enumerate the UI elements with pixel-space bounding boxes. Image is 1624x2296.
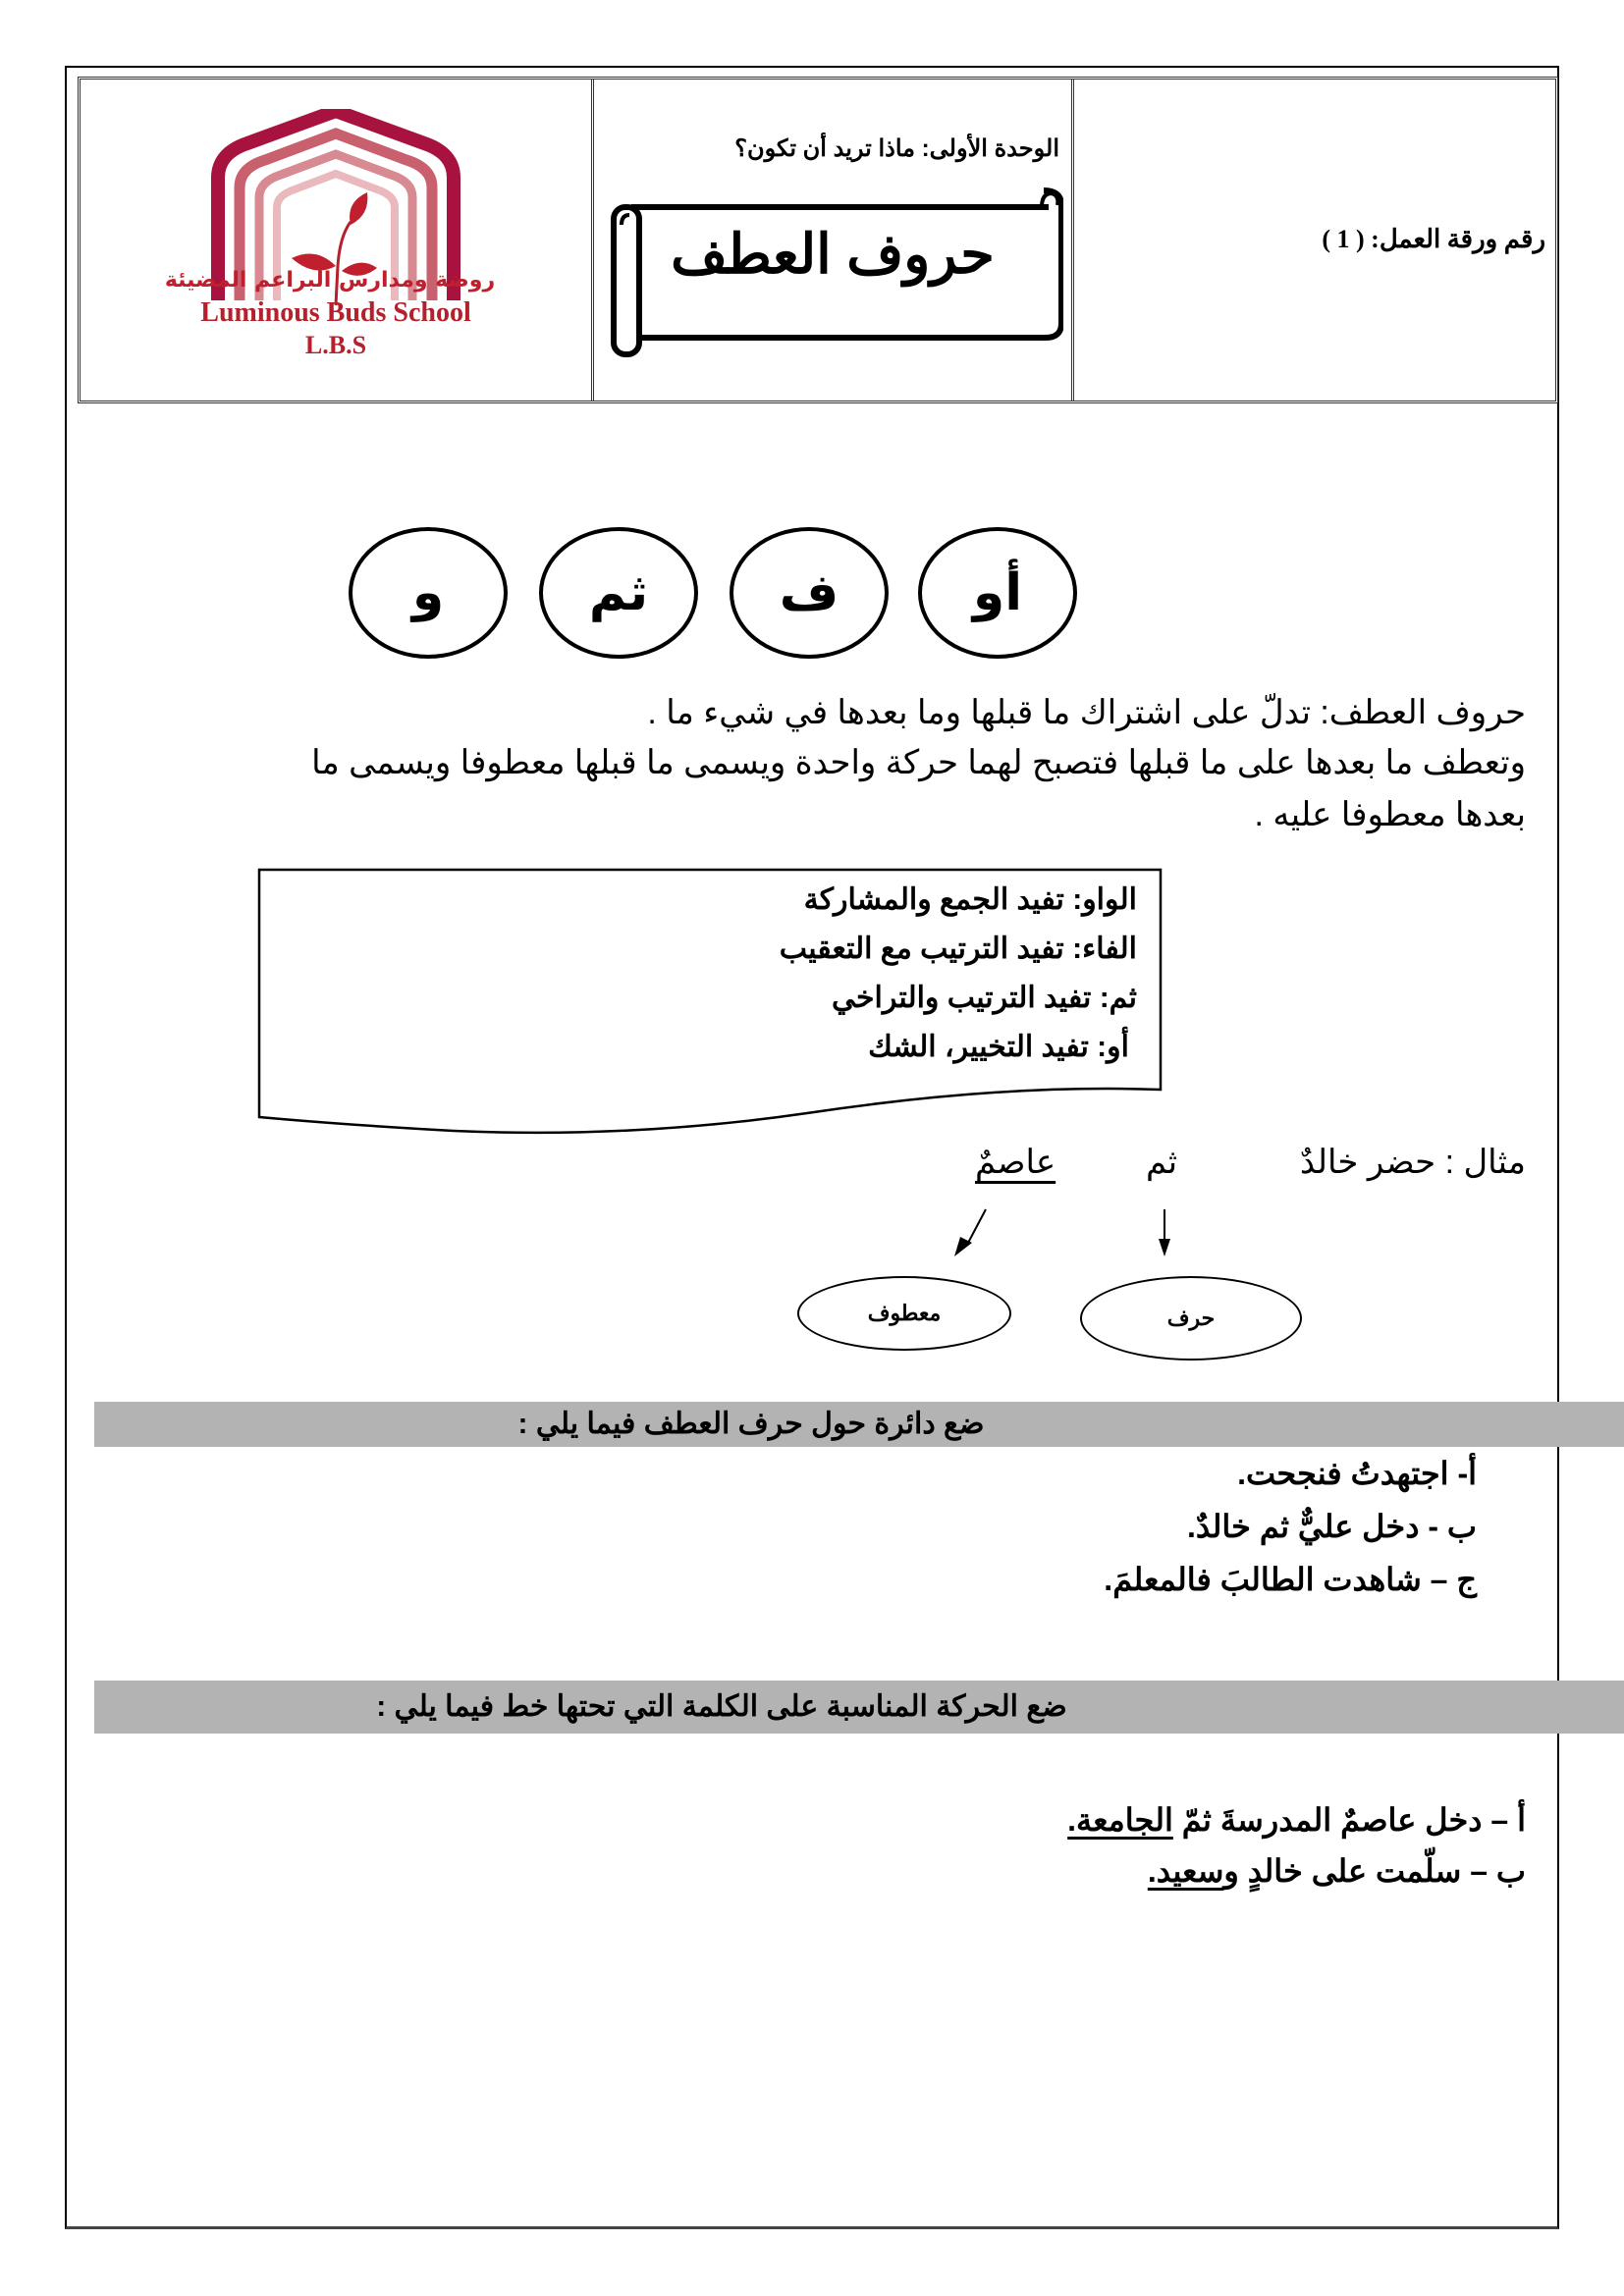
exercise2-instruction: ضع الحركة المناسبة على الكلمة التي تحتها خط فيما يلي : xyxy=(94,1681,1624,1734)
exercise1-list xyxy=(1104,1447,1477,1606)
exercise1-item: أ- اجتهدتُ فنجحت. xyxy=(1237,1456,1477,1491)
worksheet-number-cell xyxy=(1074,80,1555,400)
example-sentence: مثال : حضر خالدٌ xyxy=(1299,1144,1526,1181)
exercise2-underlined-word: سعيد. xyxy=(1147,1853,1224,1889)
header-table xyxy=(78,77,1558,403)
logo-arabic-name: روضة ومدارس البراعم المضيئة xyxy=(164,268,496,293)
exercise1-item: ج – شاهدت الطالبَ فالمعلمَ. xyxy=(1104,1562,1477,1597)
definition-line-1: حروف العطف: تدلّ على اشتراك ما قبلها وما بعدها في شيء ما . xyxy=(647,694,1526,731)
exercise2-item-text: ب – سلّمت على خالدٍ و xyxy=(1223,1853,1526,1889)
letter-circle: ثم xyxy=(539,527,698,659)
letter-circle: أو xyxy=(918,527,1077,659)
exercise2-item-text: أ – دخل عاصمٌ المدرسةَ ثمّ xyxy=(1172,1802,1526,1838)
logo-abbreviation: L.B.S xyxy=(304,331,367,359)
exercise1-item: ب - دخل عليٌّ ثم خالدٌ. xyxy=(1186,1509,1477,1544)
unit-label: الوحدة الأولى: ماذا تريد أن تكون؟ xyxy=(734,135,1059,162)
worksheet-title: حروف العطف xyxy=(671,223,995,285)
example-conjunction: ثم xyxy=(1146,1144,1178,1181)
exercise2-list xyxy=(1067,1794,1526,1896)
example-noun: عاصمٌ xyxy=(975,1144,1056,1181)
logo-cell xyxy=(81,80,594,400)
label-oval-conjunction: حرف xyxy=(1080,1276,1302,1361)
exercise1-instruction: ضع دائرة حول حرف العطف فيما يلي : xyxy=(94,1402,1624,1447)
meaning-item: أو: تفيد التخيير، الشك xyxy=(868,1031,1129,1063)
exercise2-underlined-word: الجامعة. xyxy=(1067,1802,1173,1838)
exercise2-item xyxy=(1067,1845,1526,1896)
title-cell xyxy=(594,80,1074,400)
letter-circle: و xyxy=(349,527,508,659)
meaning-item: ثم: تفيد الترتيب والتراخي xyxy=(831,982,1137,1014)
exercise2-item xyxy=(1067,1794,1526,1845)
definition-line-2: وتعطف ما بعدها على ما قبلها فتصبح لهما حركة واحدة ويسمى ما قبلها معطوفا ويسمى ما xyxy=(311,744,1526,781)
definition-line-3: بعدها معطوفا عليه . xyxy=(1254,796,1526,833)
meaning-item: الواو: تفيد الجمع والمشاركة xyxy=(803,883,1137,916)
logo-english-name: Luminous Buds School xyxy=(200,297,471,328)
letter-circle: ف xyxy=(730,527,889,659)
label-oval-noun: معطوف xyxy=(797,1276,1011,1351)
worksheet-number: رقم ورقة العمل: ( 1 ) xyxy=(1322,225,1545,253)
meanings-list xyxy=(780,876,1137,1072)
meaning-item: الفاء: تفيد الترتيب مع التعقيب xyxy=(779,933,1137,965)
